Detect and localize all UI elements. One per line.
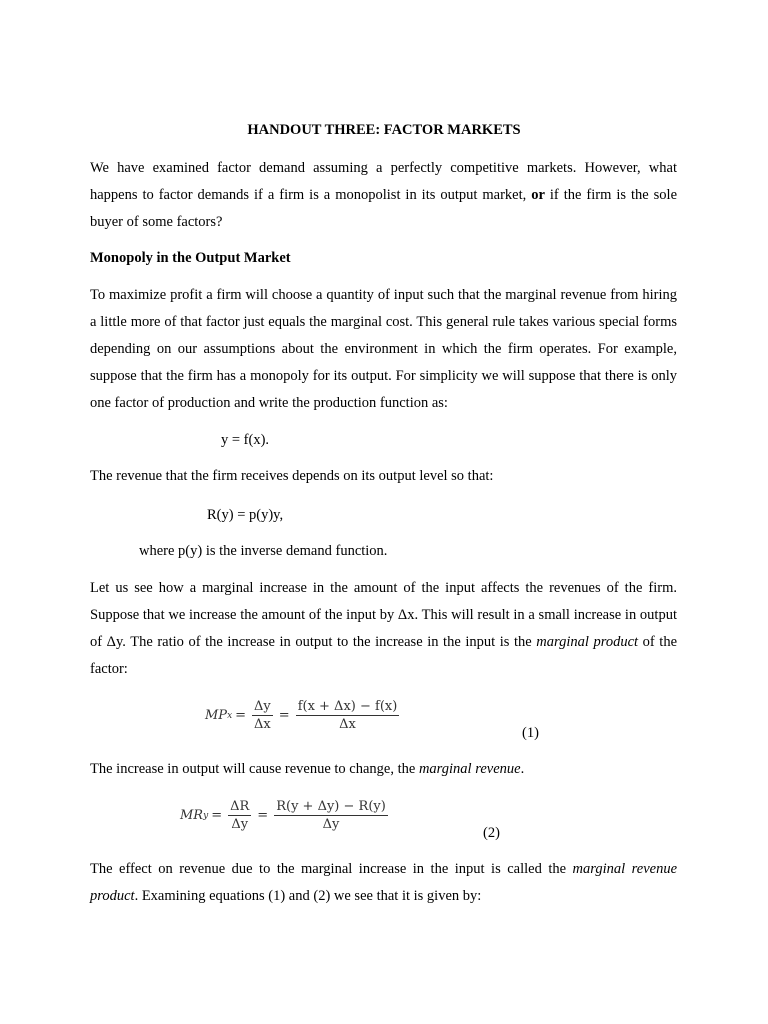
monopoly-paragraph: To maximize profit a firm will choose a quantity of input such that the marginal revenue from hiring a little more of that factor just equals the marginal cost. This general rule takes various special forms depending on our assumptions about the environment in which the firm operates. For example, suppose that the firm has a monopoly for its output. For simplicity we will suppose that there is only one factor of production and write the production function as: (90, 287, 677, 411)
mrp-paragraph (90, 856, 677, 910)
mp-text-2: of the factor: (90, 634, 678, 677)
section-heading: Monopoly in the Output Market (90, 250, 291, 266)
intro-paragraph (90, 155, 677, 236)
intro-text-2: if the firm is the sole buyer of some factors? (90, 187, 678, 230)
equation-1-number: (1) (522, 725, 539, 741)
mr-text-1: The increase in output will cause revenue to change, the (90, 761, 419, 777)
eq2-lhs-sub: y (203, 810, 209, 821)
mr-italic-term: marginal revenue (418, 761, 521, 777)
handout-title: HANDOUT THREE: FACTOR MARKETS (247, 122, 521, 138)
eq1-frac1-den: Δx (254, 717, 271, 732)
eq2-frac2-den: Δy (322, 817, 340, 832)
production-function: y = f(x). (221, 432, 270, 448)
eq1-frac1-num: Δy (254, 699, 271, 714)
eq2-frac1-num: ΔR (230, 799, 250, 814)
eq1-fraction-2 (296, 699, 400, 732)
mp-text-1: Let us see how a marginal increase in the amount of the input affects the revenues of the firm. Suppose that we increase the amount of the input by Δx. This will result in a small increase in output of Δy. The ratio of the increase in output to the increase in the input is the (90, 580, 677, 650)
eq2-fraction-2 (274, 799, 388, 832)
intro-text-1: We have examined factor demand assuming a perfectly competitive markets. However, what happens to factor demands if a firm is a monopolist in its output market, (90, 160, 677, 203)
eq1-fraction-1 (252, 699, 273, 732)
eq1-lhs: MP (205, 708, 228, 723)
eq1-frac2-num: f(x + Δx) − f(x) (297, 699, 398, 714)
eq1-frac2-den: Δx (339, 717, 356, 732)
eq1-lhs-sub: x (227, 710, 233, 721)
mr-text-2: . (520, 761, 525, 777)
equation-1: MP x = $\frac{\Delta y}{\Delta x}$ = $\frac{f(x + \Delta x) - f(x)}{\Delta x}$ (205, 699, 398, 732)
eq2-lhs: MR (180, 808, 204, 823)
inverse-demand-note: where p(y) is the inverse demand function. (139, 543, 388, 559)
mrp-text-1: The effect on revenue due to the marginal increase in the input is called the (90, 861, 573, 877)
revenue-paragraph: The revenue that the firm receives depends on its output level so that: (90, 468, 494, 484)
mp-italic-term: marginal product (536, 634, 639, 650)
equation-2: MR y = $\frac{\Delta R}{\Delta y}$ = $\frac{R(y + \Delta y) - R(y)}{\Delta y}$ (180, 799, 386, 832)
revenue-function: R(y) = p(y)y, (207, 507, 284, 523)
marginal-product-paragraph (90, 575, 677, 683)
eq2-fraction-1 (228, 799, 251, 832)
marginal-revenue-paragraph (90, 756, 677, 783)
intro-bold-or: or (531, 187, 545, 203)
eq2-frac1-den: Δy (231, 817, 249, 832)
equation-2-number: (2) (483, 825, 500, 841)
eq2-frac2-num: R(y + Δy) − R(y) (276, 799, 386, 814)
mrp-text-2: . Examining equations (1) and (2) we see that it is given by: (134, 888, 482, 904)
mrp-italic-term: marginal revenue product (90, 861, 678, 904)
